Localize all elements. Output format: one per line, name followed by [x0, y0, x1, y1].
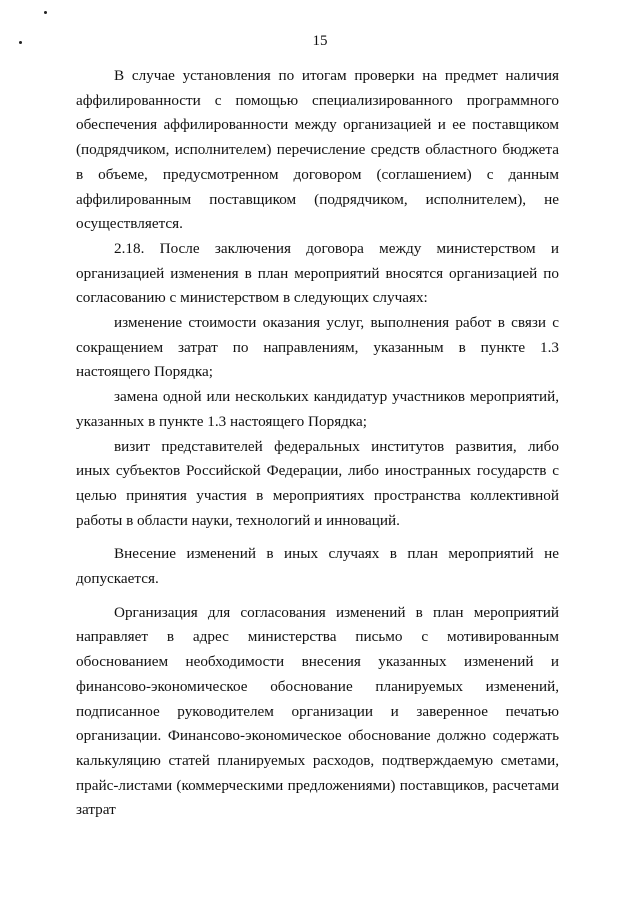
paragraph-affiliation: В случае установления по итогам проверки на предмет наличия аффилированности с помощью специализированного программного обеспечения аффилированности между организацией и ее поставщиком (подрядчиком, исполнителем) перечисление средств областного бюджета в объеме, предусмотренном договором (соглашением) с данным аффилированным поставщиком (подрядчиком, исполнителем), не осуществляется.: [76, 67, 559, 233]
paragraph-no-other-changes: Внесение изменений в иных случаях в план мероприятий не допускается.: [76, 545, 559, 588]
document-body: [76, 64, 559, 823]
paragraph-clause-2-18: 2.18. После заключения договора между министерством и организацией изменения в план мероприятий вносятся организацией по согласованию с министерством в следующих случаях:: [76, 239, 559, 307]
page-number: 15: [312, 33, 328, 49]
paragraph-approval-procedure: Организация для согласования изменений в план мероприятий направляет в адрес министерства письмо с мотивированным обоснованием необходимости внесения указанных изменений и финансово-экономическое обоснование планируемых изменений, подписанное руководителем организации и заверенное печатью организации. Финансово-экономическое обоснование должно содержать калькуляцию статей планируемых расходов, подтверждаемую сметами, прайс-листами (коммерческими предложениями) поставщиков, расчетами затрат: [76, 603, 559, 819]
list-item-cost-change: изменение стоимости оказания услуг, выполнения работ в связи с сокращением затрат по направлениям, указанным в пункте 1.3 настоящего Порядка;: [76, 314, 559, 381]
list-item-representatives-visit: визит представителей федеральных институтов развития, либо иных субъектов Российской Федерации, либо иностранных государств с целью принятия участия в мероприятиях пространства коллективной работы в области науки, технологий и инноваций.: [76, 437, 559, 529]
list-item-participant-replacement: замена одной или нескольких кандидатур участников мероприятий, указанных в пункте 1.3 настоящего Порядка;: [76, 388, 559, 430]
scan-speck: [44, 11, 47, 14]
